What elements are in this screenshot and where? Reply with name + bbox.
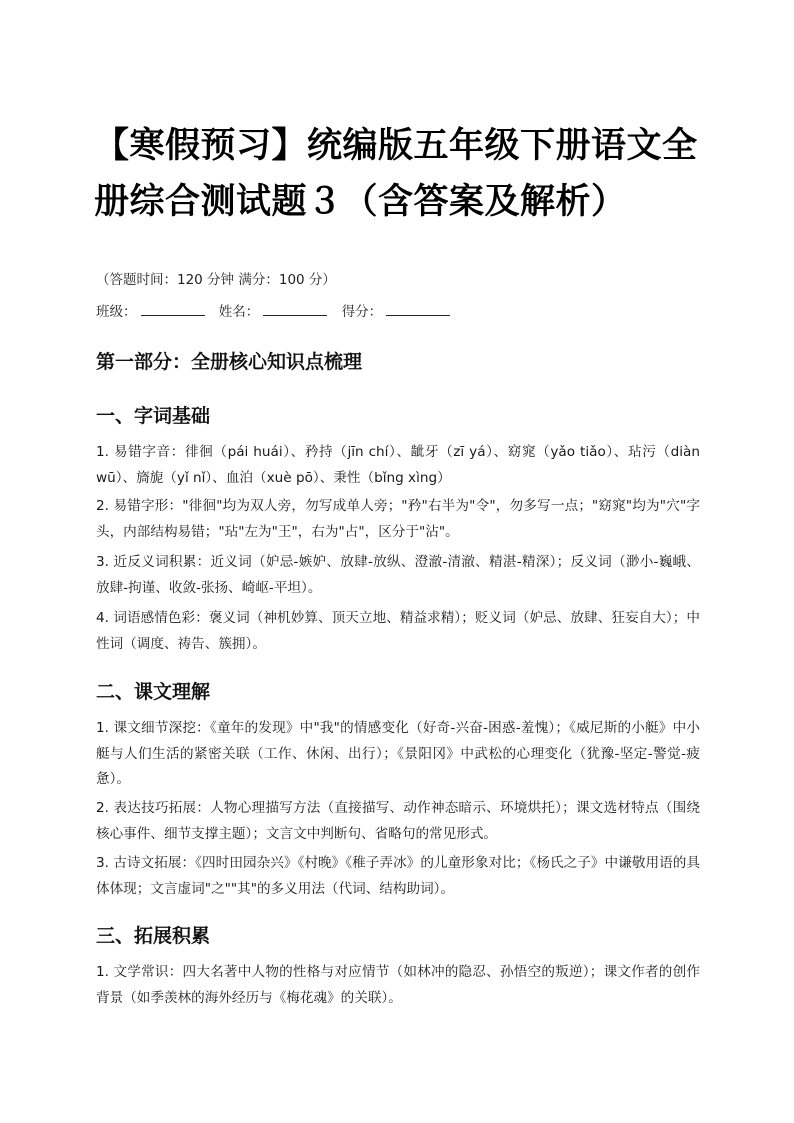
list-item: 1. 易错字音：徘徊（pái huái）、矜持（jīn chí）、龇牙（zī yá）、窈窕（yǎo tiǎo）、玷污（diàn wū）、旖旎（yǐ nǐ）、血泊（xuè pō）、秉性（bǐng xìng） [96,444,700,486]
list-item: 1. 课文细节深挖：《童年的发现》中"我"的情感变化（好奇-兴奋-困惑-羞愧）；《威尼斯的小艇》中小艇与人们生活的紧密关联（工作、休闲、出行）；《景阳冈》中武松的心理变化（犹豫-坚定-警觉-疲惫）。 [96,720,700,787]
student-info-line [96,302,460,322]
section-heading-text-comprehension: 二、课文理解 [96,681,211,703]
name-label: 姓名： [218,304,260,320]
list-item: 3. 古诗文拓展：《四时田园杂兴》《村晚》《稚子弄冰》的儿童形象对比；《杨氏之子》中谦敬用语的具体体现；文言虚词"之""其"的多义用法（代词、结构助词）。 [96,855,700,897]
list-item: 2. 易错字形："徘徊"均为双人旁，勿写成单人旁；"矜"右半为"令"，勿多写一点；"窈窕"均为"穴"字头，内部结构易错；"玷"左为"王"，右为"占"，区分于"沾"。 [96,498,700,540]
part-heading: 第一部分：全册核心知识点梳理 [96,351,363,373]
name-blank [263,303,327,316]
section-heading-extended-accumulation: 三、拓展积累 [96,925,211,947]
document-title: 【寒假预习】统编版五年级下册语文全册综合测试题３（含答案及解析） [94,126,698,222]
score-blank [386,303,450,316]
class-blank [141,303,205,316]
list-item: 3. 近反义词积累：近义词（妒忌-嫉妒、放肆-放纵、澄澈-清澈、精湛-精深）；反义词（渺小-巍峨、放肆-拘谨、收敛-张扬、崎岖-平坦）。 [96,554,700,596]
section-heading-vocabulary: 一、字词基础 [96,405,211,427]
list-item: 4. 词语感情色彩：褒义词（神机妙算、顶天立地、精益求精）；贬义词（妒忌、放肆、狂妄自大）；中性词（调度、祷告、簇拥）。 [96,610,700,652]
list-item: 2. 表达技巧拓展：人物心理描写方法（直接描写、动作神态暗示、环境烘托）；课文选材特点（围绕核心事件、细节支撑主题）；文言文中判断句、省略句的常见形式。 [96,800,700,842]
score-label: 得分： [341,304,383,320]
exam-info: （答题时间：120 分钟 满分：100 分） [96,272,336,288]
class-label: 班级： [96,304,137,320]
list-item: 1. 文学常识：四大名著中人物的性格与对应情节（如林冲的隐忍、孙悟空的叛逆）；课文作者的创作背景（如季羡林的海外经历与《梅花魂》的关联）。 [96,964,700,1006]
